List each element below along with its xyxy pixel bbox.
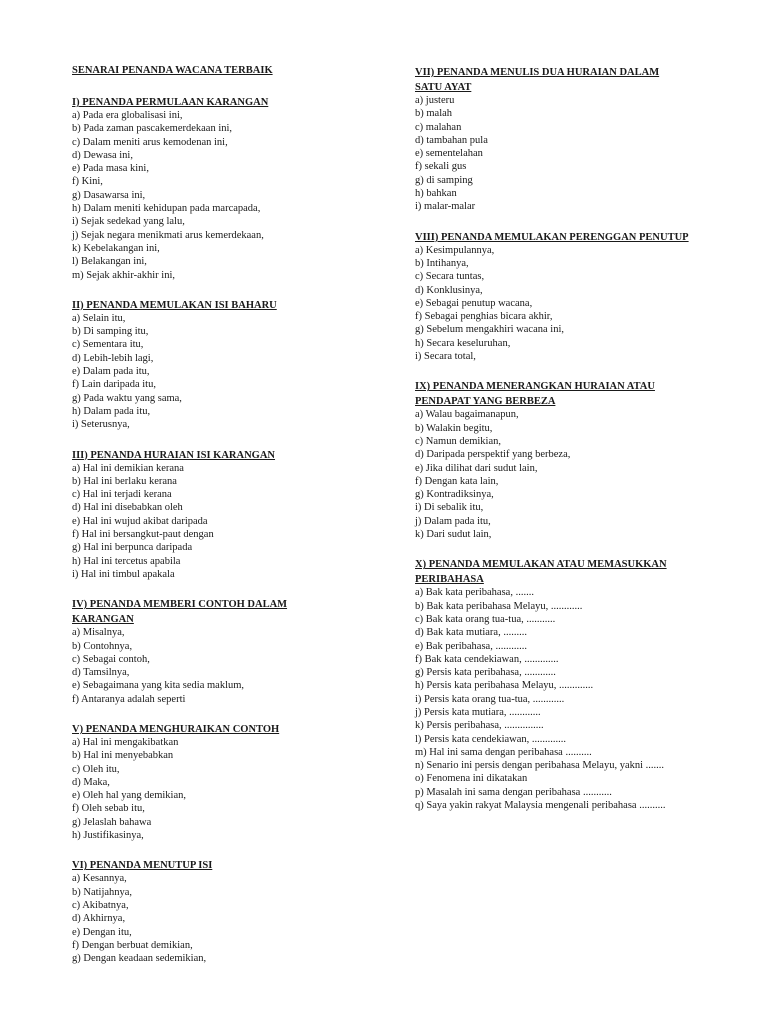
marker-list <box>72 462 392 582</box>
list-item: b) Hal ini menyebabkan <box>72 750 174 762</box>
list-item: c) Hal ini terjadi kerana <box>72 489 172 501</box>
list-item: h) Justifikasinya, <box>72 830 144 842</box>
list-item: b) Pada zaman pascakemerdekaan ini, <box>72 123 233 135</box>
list-item: l) Persis kata cendekiawan, ............. <box>415 733 567 745</box>
list-item: e) Oleh hal yang demikian, <box>72 790 187 802</box>
list-item: i) malar-malar <box>415 201 476 213</box>
list-item: c) Bak kata orang tua-tua, ........... <box>415 613 556 625</box>
list-item: d) tambahan pula <box>415 134 488 146</box>
section-heading <box>72 857 392 872</box>
marker-list <box>415 94 720 214</box>
list-item: c) Oleh itu, <box>72 763 120 775</box>
list-item: e) Hal ini wujud akibat daripada <box>72 515 208 527</box>
list-item: e) Sebagai penutup wacana, <box>415 297 533 309</box>
list-item: d) Konklusinya, <box>415 284 483 296</box>
list-item: b) malah <box>415 108 453 120</box>
list-item: b) Contohnya, <box>72 640 133 652</box>
marker-list <box>72 736 392 842</box>
list-item: b) Walakin begitu, <box>415 422 493 434</box>
list-item: b) Bak kata peribahasa Melayu, ............ <box>415 600 583 612</box>
list-item: c) Secara tuntas, <box>415 271 485 283</box>
list-item: o) Fenomena ini dikatakan <box>415 773 528 785</box>
section-heading-line: V) PENANDA MENGHURAIKAN CONTOH <box>72 723 280 735</box>
marker-list <box>415 244 720 364</box>
list-item: e) Dengan itu, <box>72 926 132 938</box>
list-item: i) Hal ini timbul apakala <box>72 568 175 580</box>
list-item: a) Bak kata peribahasa, ....... <box>415 587 534 599</box>
marker-section <box>72 721 392 842</box>
list-item: g) Kontradiksinya, <box>415 489 494 501</box>
list-item: n) Senario ini persis dengan peribahasa Melayu, yakni ....... <box>415 760 665 772</box>
section-heading <box>415 229 720 244</box>
list-item: h) Hal ini tercetus apabila <box>72 555 181 567</box>
marker-section <box>415 556 720 812</box>
list-item: a) Hal ini demikian kerana <box>72 462 184 474</box>
list-item: i) Di sebalik itu, <box>415 502 484 514</box>
list-item: j) Persis kata mutiara, ............ <box>415 706 541 718</box>
marker-list <box>415 408 720 541</box>
section-heading-line: SATU AYAT <box>415 82 472 93</box>
list-item: h) Dalam pada itu, <box>72 405 151 417</box>
section-heading-line: VI) PENANDA MENUTUP ISI <box>72 860 213 872</box>
marker-list <box>415 586 720 812</box>
list-item: k) Kebelakangan ini, <box>72 242 160 254</box>
marker-list <box>72 626 392 706</box>
list-item: e) Jika dilihat dari sudut lain, <box>415 462 538 474</box>
marker-section <box>72 857 392 965</box>
section-heading <box>415 556 720 586</box>
section-heading-line: KARANGAN <box>72 614 134 626</box>
marker-section <box>72 447 392 582</box>
list-item: c) Namun demikian, <box>415 435 502 447</box>
left-column <box>72 64 392 980</box>
list-item: f) Antaranya adalah seperti <box>72 693 186 705</box>
list-item: f) Kini, <box>72 176 103 188</box>
list-item: g) Dasawarsa ini, <box>72 189 146 201</box>
marker-section <box>72 297 392 432</box>
list-item: a) Misalnya, <box>72 627 125 639</box>
list-item: g) Pada waktu yang sama, <box>72 392 182 404</box>
list-item: g) Jelaslah bahawa <box>72 816 152 828</box>
list-item: f) Sebagai penghias bicara akhir, <box>415 311 553 323</box>
list-item: e) Bak peribahasa, ............ <box>415 640 527 652</box>
list-item: e) Pada masa kini, <box>72 163 149 175</box>
list-item: e) Sebagaimana yang kita sedia maklum, <box>72 680 245 692</box>
list-item: c) Sementara itu, <box>72 339 144 351</box>
list-item: a) Walau bagaimanapun, <box>415 409 519 421</box>
list-item: c) malahan <box>415 121 462 133</box>
list-item: a) Selain itu, <box>72 312 126 324</box>
list-item: d) Dewasa ini, <box>72 149 133 161</box>
marker-section <box>72 94 392 282</box>
section-heading-line: I) PENANDA PERMULAAN KARANGAN <box>72 97 269 108</box>
section-heading-line: X) PENANDA MEMULAKAN ATAU MEMASUKKAN <box>415 559 667 571</box>
list-item: e) sementelahan <box>415 148 483 160</box>
list-item: f) Hal ini bersangkut-paut dengan <box>72 529 214 541</box>
list-item: a) Kesimpulannya, <box>415 244 495 256</box>
list-item: c) Sebagai contoh, <box>72 653 150 665</box>
section-heading <box>72 447 392 462</box>
section-heading <box>72 721 392 736</box>
list-item: b) Di samping itu, <box>72 326 149 338</box>
list-item: h) Secara keseluruhan, <box>415 337 511 349</box>
list-item: b) Hal ini berlaku kerana <box>72 475 177 487</box>
list-item: g) Persis kata peribahasa, ............ <box>415 667 556 679</box>
list-item: f) Lain daripada itu, <box>72 379 156 391</box>
section-heading-line: IV) PENANDA MEMBERI CONTOH DALAM <box>72 599 288 611</box>
list-item: c) Akibatnya, <box>72 899 129 911</box>
list-item: d) Tamsilnya, <box>72 667 130 679</box>
section-heading <box>72 297 392 312</box>
list-item: a) Pada era globalisasi ini, <box>72 110 183 121</box>
list-item: a) Kesannya, <box>72 873 127 885</box>
list-item: d) Lebih-lebih lagi, <box>72 352 154 364</box>
marker-section <box>415 64 720 214</box>
section-heading-line: IX) PENANDA MENERANGKAN HURAIAN ATAU <box>415 381 655 393</box>
list-item: d) Daripada perspektif yang berbeza, <box>415 449 571 461</box>
list-item: e) Dalam pada itu, <box>72 366 150 378</box>
list-item: j) Sejak negara menikmati arus kemerdekaan, <box>72 229 264 241</box>
list-item: h) bahkan <box>415 188 457 200</box>
list-item: d) Bak kata mutiara, ......... <box>415 627 527 639</box>
list-item: k) Dari sudut lain, <box>415 529 492 541</box>
section-heading <box>72 94 392 109</box>
document-title-text: SENARAI PENANDA WACANA TERBAIK <box>72 65 273 76</box>
list-item: g) Hal ini berpunca daripada <box>72 542 193 554</box>
section-heading-line: PERIBAHASA <box>415 574 484 586</box>
list-item: l) Belakangan ini, <box>72 256 147 268</box>
right-column <box>415 64 720 827</box>
list-item: f) Oleh sebab itu, <box>72 803 145 815</box>
section-heading-line: III) PENANDA HURAIAN ISI KARANGAN <box>72 449 276 461</box>
list-item: m) Sejak akhir-akhir ini, <box>72 269 176 281</box>
list-item: d) Hal ini disebabkan oleh <box>72 502 183 514</box>
section-heading <box>72 596 392 626</box>
list-item: g) di samping <box>415 174 473 186</box>
list-item: c) Dalam meniti arus kemodenan ini, <box>72 136 228 148</box>
list-item: g) Dengan keadaan sedemikian, <box>72 953 207 965</box>
section-heading <box>415 378 720 408</box>
list-item: i) Seterusnya, <box>72 419 130 431</box>
list-item: f) sekali gus <box>415 161 467 173</box>
list-item: b) Intihanya, <box>415 257 469 269</box>
marker-section <box>415 378 720 541</box>
section-heading-line: VIII) PENANDA MEMULAKAN PERENGGAN PENUTUP <box>415 231 689 243</box>
list-item: p) Masalah ini sama dengan peribahasa ........... <box>415 786 612 798</box>
list-item: m) Hal ini sama dengan peribahasa .......... <box>415 746 592 758</box>
section-heading <box>415 64 720 94</box>
list-item: f) Dengan berbuat demikian, <box>72 939 193 951</box>
list-item: f) Bak kata cendekiawan, ............. <box>415 653 559 665</box>
list-item: b) Natijahnya, <box>72 886 133 898</box>
list-item: g) Sebelum mengakhiri wacana ini, <box>415 324 564 336</box>
list-item: h) Dalam meniti kehidupan pada marcapada, <box>72 203 261 215</box>
marker-section <box>72 596 392 706</box>
list-item: d) Maka, <box>72 776 110 788</box>
list-item: i) Persis kata orang tua-tua, ............ <box>415 693 565 705</box>
marker-list <box>72 872 392 965</box>
list-item: i) Sejak sedekad yang lalu, <box>72 216 185 228</box>
list-item: d) Akhirnya, <box>72 913 126 925</box>
list-item: f) Dengan kata lain, <box>415 475 499 487</box>
list-item: a) Hal ini mengakibatkan <box>72 736 179 748</box>
marker-list <box>72 312 392 432</box>
marker-list <box>72 109 392 282</box>
list-item: q) Saya yakin rakyat Malaysia mengenali peribahasa .......... <box>415 800 666 812</box>
list-item: k) Persis peribahasa, ............... <box>415 720 544 732</box>
section-heading-line: PENDAPAT YANG BERBEZA <box>415 396 556 408</box>
section-heading-line: II) PENANDA MEMULAKAN ISI BAHARU <box>72 299 277 311</box>
list-item: h) Persis kata peribahasa Melayu, ............. <box>415 680 594 692</box>
list-item: i) Secara total, <box>415 351 476 363</box>
document-title <box>72 64 392 77</box>
marker-section <box>415 229 720 364</box>
section-heading-line: VII) PENANDA MENULIS DUA HURAIAN DALAM <box>415 67 660 78</box>
list-item: j) Dalam pada itu, <box>415 515 491 527</box>
list-item: a) justeru <box>415 95 455 106</box>
